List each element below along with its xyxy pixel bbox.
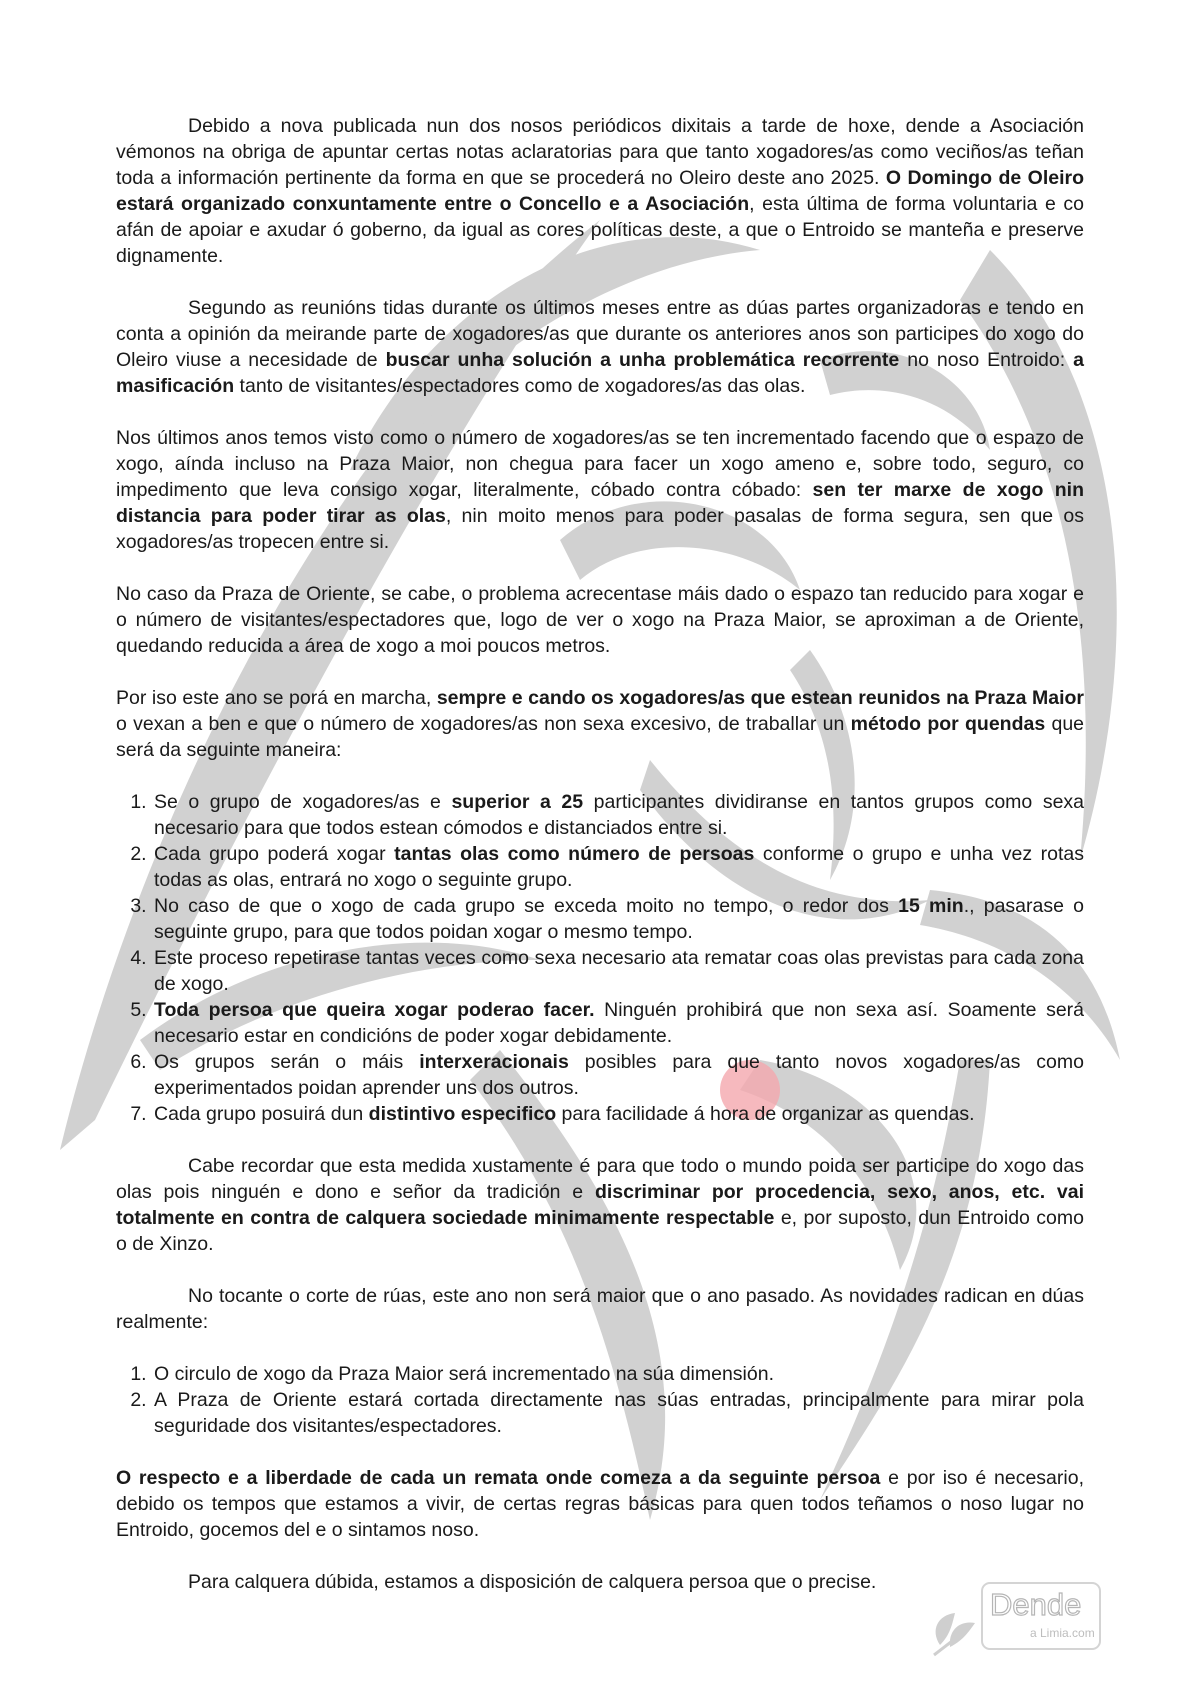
paragraph-reminder: Cabe recordar que esta medida xustamente é para que todo o mundo poida ser participe do xogo das olas pois ninguén e dono e señor da tradición e discriminar por procedencia, sexo, anos, etc. vai totalmente en contra de calquera sociedade minimamente respectable e, por suposto, dun Entroido como o de Xinzo. xyxy=(116,1155,1085,1255)
document-body xyxy=(116,113,1084,1621)
paragraph-closing: Para calquera dúbida, estamos a disposición de calquera persoa que o precise. xyxy=(188,1571,877,1593)
list-item: 1. Se o grupo de xogadores/as e superior a 25 participantes dividiranse en tantos grupos como sexa necesario para que todos estean cómodos e distanciados entre si. xyxy=(152,789,1084,841)
list-item: 2. Cada grupo poderá xogar tantas olas como número de persoas conforme o grupo e unha vez rotas todas as olas, entrará no xogo o seguinte grupo. xyxy=(152,841,1084,893)
paragraph-intro: Debido a nova publicada nun dos nosos periódicos dixitais a tarde de hoxe, dende a Asociación vémonos na obriga de apuntar certas notas aclaratorias para que tanto xogadores/as como veciños/as teñan toda a información pertinente da forma en que se procederá no Oleiro deste ano 2025. O Domingo de Oleiro estará organizado conxuntamente entre o Concello e a Asociación, esta última de forma voluntaria e co afán de apoiar e axudar ó goberno, da igual as cores políticas deste, a que o Entroido se manteña e preserve dignamente. xyxy=(116,115,1084,267)
novelties-list xyxy=(116,1361,1084,1439)
list-item: 1. O circulo de xogo da Praza Maior será incrementado na súa dimensión. xyxy=(152,1361,1084,1387)
logo-subtitle: a Limia.com xyxy=(1030,1626,1095,1640)
paragraph-respect: O respecto e a liberdade de cada un remata onde comeza a da seguinte persoa e por iso é necesario, debido os tempos que estamos a vivir, de certas regras básicas para quen todos teñamos o noso lugar no Entroido, gocemos del e o sintamos noso. xyxy=(116,1467,1084,1541)
list-item: 2. A Praza de Oriente estará cortada directamente nas súas entradas, principalmente para mirar pola seguridade dos visitantes/espectadores. xyxy=(152,1387,1084,1439)
list-item: 7. Cada grupo posuirá dun distintivo especifico para facilidade á hora de organizar as quendas. xyxy=(152,1101,1084,1127)
rules-list xyxy=(116,789,1084,1127)
list-item: 4. Este proceso repetirase tantas veces como sexa necesario ata rematar coas olas previstas para cada zona de xogo. xyxy=(152,945,1084,997)
paragraph-meetings: Segundo as reunións tidas durante os últimos meses entre as dúas partes organizadoras e tendo en conta a opinión da meirande parte de xogadores/as que durante os anteriores anos son participes do xogo do Oleiro viuse a necesidade de buscar unha solución a unha problemática recorrente no noso Entroido: a masificación tanto de visitantes/espectadores como de xogadores/as das olas. xyxy=(116,297,1084,397)
paragraph-street-closures: No tocante o corte de rúas, este ano non será maior que o ano pasado. As novidades radican en dúas realmente: xyxy=(116,1285,1084,1333)
logo-title: Dende xyxy=(990,1587,1082,1622)
list-item: 3. No caso de que o xogo de cada grupo se exceda moito no tempo, o redor dos 15 min., pasarase o seguinte grupo, para que todos poidan xogar o mesmo tempo. xyxy=(152,893,1084,945)
list-item: 5. Toda persoa que queira xogar poderao facer. Ninguén prohibirá que non sexa así. Soamente será necesario estar en condicións de poder xogar debidamente. xyxy=(152,997,1084,1049)
list-item: 6. Os grupos serán o máis interxeracionais posibles para que tanto novos xogadores/as como experimentados poidan aprender uns dos outros. xyxy=(152,1049,1084,1101)
paragraph-method-intro: Por iso este ano se porá en marcha, sempre e cando os xogadores/as que estean reunidos na Praza Maior o vexan a ben e que o número de xogadores/as non sexa excesivo, de traballar un método por quendas que será da seguinte maneira: xyxy=(116,687,1085,761)
paragraph-recent-years: Nos últimos anos temos visto como o número de xogadores/as se ten incrementado facendo que o espazo de xogo, aínda incluso na Praza Maior, non chegua para facer un xogo ameno e, sobre todo, seguro, co impedimento que leva consigo xogar, literalmente, cóbado contra cóbado: sen ter marxe de xogo nin distancia para poder tirar as olas, nin moito menos para poder pasalas de forma segura, sen que os xogadores/as tropecen entre si. xyxy=(116,427,1084,553)
dende-a-limia-logo xyxy=(920,1575,1110,1665)
leaf-icon xyxy=(934,1613,975,1655)
paragraph-praza-oriente: No caso da Praza de Oriente, se cabe, o problema acrecentase máis dado o espazo tan reducido para xogar e o número de visitantes/espectadores que, logo de ver o xogo na Praza Maior, se aproximan a de Oriente, quedando reducida a área de xogo a moi poucos metros. xyxy=(116,583,1084,657)
